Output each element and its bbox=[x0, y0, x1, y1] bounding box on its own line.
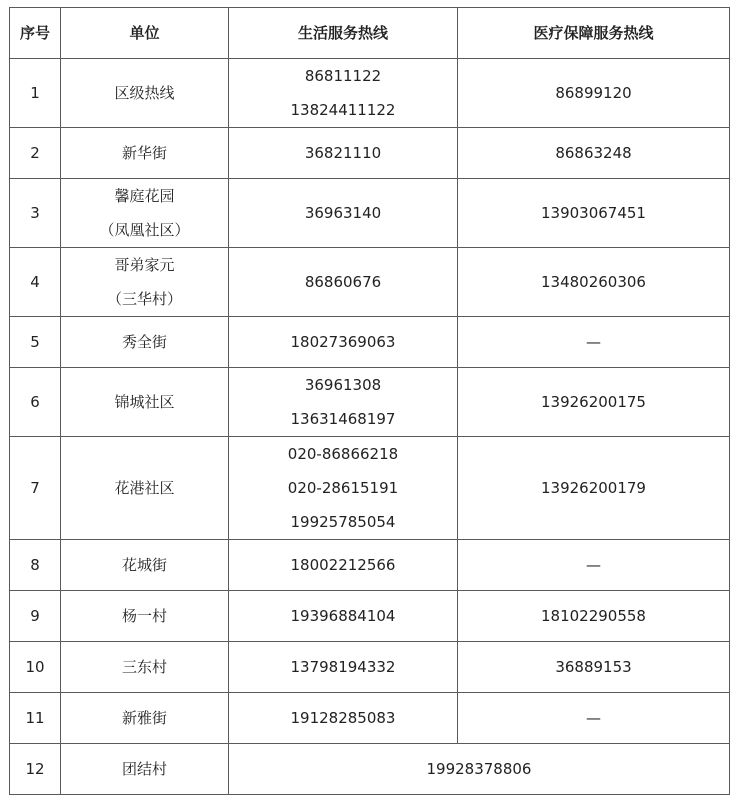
cell-life-hotline-line: 13824411122 bbox=[290, 101, 396, 119]
table-row bbox=[10, 59, 730, 128]
cell-unit-line: 团结村 bbox=[121, 760, 167, 778]
table-row bbox=[10, 591, 730, 642]
table-body bbox=[10, 59, 730, 795]
cell-life-hotline-line: 36961308 bbox=[304, 376, 382, 394]
table-row bbox=[10, 368, 730, 437]
cell-medical-hotline bbox=[458, 437, 730, 540]
cell-medical-hotline bbox=[458, 540, 730, 591]
header-unit: 单位 bbox=[61, 8, 229, 59]
cell-unit-line: 三东村 bbox=[121, 658, 167, 676]
cell-no: 2 bbox=[10, 128, 61, 179]
cell-unit-line: 区级热线 bbox=[114, 84, 175, 102]
cell-medical-hotline bbox=[458, 591, 730, 642]
cell-medical-hotline-line: — bbox=[586, 556, 601, 574]
cell-unit-line: 哥弟家元 bbox=[114, 256, 175, 274]
cell-life-hotline bbox=[229, 59, 458, 128]
cell-no: 6 bbox=[10, 368, 61, 437]
cell-medical-hotline bbox=[458, 693, 730, 744]
cell-unit bbox=[61, 128, 229, 179]
cell-unit bbox=[61, 642, 229, 693]
cell-medical-hotline-line: 18102290558 bbox=[541, 607, 646, 625]
header-row bbox=[10, 8, 730, 59]
cell-life-hotline-line: 36963140 bbox=[304, 204, 382, 222]
cell-life-hotline bbox=[229, 693, 458, 744]
cell-life-hotline bbox=[229, 591, 458, 642]
table-row bbox=[10, 317, 730, 368]
cell-medical-hotline bbox=[458, 59, 730, 128]
cell-medical-hotline-line: 36889153 bbox=[555, 658, 632, 676]
table-row bbox=[10, 248, 730, 317]
cell-no: 4 bbox=[10, 248, 61, 317]
cell-medical-hotline-line: 13926200175 bbox=[541, 393, 646, 411]
cell-life-hotline-line: 020-86866218 bbox=[287, 445, 399, 463]
cell-medical-hotline-line: 86863248 bbox=[555, 144, 632, 162]
cell-medical-hotline-line: 13480260306 bbox=[541, 273, 646, 291]
cell-unit bbox=[61, 591, 229, 642]
cell-no: 1 bbox=[10, 59, 61, 128]
header-medical-hotline: 医疗保障服务热线 bbox=[458, 8, 730, 59]
cell-unit bbox=[61, 59, 229, 128]
cell-life-hotline-line: 020-28615191 bbox=[287, 479, 399, 497]
cell-unit-line: （凤凰社区） bbox=[99, 221, 190, 239]
cell-unit bbox=[61, 248, 229, 317]
cell-unit bbox=[61, 317, 229, 368]
cell-unit-line: 花城街 bbox=[121, 556, 167, 574]
cell-unit-line: 花港社区 bbox=[114, 479, 175, 497]
table-row bbox=[10, 179, 730, 248]
cell-life-hotline bbox=[229, 437, 458, 540]
cell-medical-hotline bbox=[458, 248, 730, 317]
cell-unit-line: 秀全街 bbox=[121, 333, 167, 351]
cell-medical-hotline-line: — bbox=[586, 709, 601, 727]
cell-life-hotline-line: 36821110 bbox=[304, 144, 382, 162]
cell-no: 3 bbox=[10, 179, 61, 248]
header-no: 序号 bbox=[10, 8, 61, 59]
cell-life-hotline bbox=[229, 248, 458, 317]
cell-unit-line: 新华街 bbox=[121, 144, 167, 162]
cell-medical-hotline bbox=[458, 642, 730, 693]
cell-unit bbox=[61, 744, 229, 795]
cell-merged-hotline: 19928378806 bbox=[229, 744, 730, 795]
cell-no: 9 bbox=[10, 591, 61, 642]
cell-no: 12 bbox=[10, 744, 61, 795]
cell-medical-hotline-line: 13926200179 bbox=[541, 479, 646, 497]
table-row bbox=[10, 693, 730, 744]
cell-life-hotline-line: 18002212566 bbox=[290, 556, 396, 574]
cell-no: 11 bbox=[10, 693, 61, 744]
table-row bbox=[10, 744, 730, 795]
cell-life-hotline-line: 19128285083 bbox=[290, 709, 396, 727]
cell-medical-hotline bbox=[458, 179, 730, 248]
cell-medical-hotline bbox=[458, 368, 730, 437]
cell-life-hotline-line: 86811122 bbox=[304, 67, 382, 85]
cell-unit bbox=[61, 368, 229, 437]
cell-medical-hotline-line: 13903067451 bbox=[541, 204, 646, 222]
cell-life-hotline-line: 19396884104 bbox=[290, 607, 396, 625]
cell-life-hotline-line: 86860676 bbox=[304, 273, 382, 291]
cell-medical-hotline-line: — bbox=[586, 333, 601, 351]
cell-life-hotline-line: 19925785054 bbox=[290, 513, 396, 531]
cell-unit bbox=[61, 693, 229, 744]
cell-unit-line: 馨庭花园 bbox=[114, 187, 175, 205]
cell-life-hotline bbox=[229, 368, 458, 437]
cell-life-hotline bbox=[229, 642, 458, 693]
cell-unit bbox=[61, 437, 229, 540]
cell-unit bbox=[61, 540, 229, 591]
cell-no: 8 bbox=[10, 540, 61, 591]
table-row bbox=[10, 128, 730, 179]
cell-life-hotline bbox=[229, 179, 458, 248]
cell-unit-line: 锦城社区 bbox=[114, 393, 175, 411]
hotline-table bbox=[9, 7, 730, 795]
table-row bbox=[10, 642, 730, 693]
cell-medical-hotline bbox=[458, 317, 730, 368]
cell-unit-line: （三华村） bbox=[106, 290, 182, 308]
cell-life-hotline bbox=[229, 317, 458, 368]
cell-life-hotline bbox=[229, 128, 458, 179]
cell-unit bbox=[61, 179, 229, 248]
cell-no: 5 bbox=[10, 317, 61, 368]
cell-unit-line: 杨一村 bbox=[121, 607, 167, 625]
cell-no: 7 bbox=[10, 437, 61, 540]
header-life-hotline: 生活服务热线 bbox=[229, 8, 458, 59]
cell-medical-hotline bbox=[458, 128, 730, 179]
cell-life-hotline-line: 13631468197 bbox=[290, 410, 396, 428]
cell-unit-line: 新雅街 bbox=[121, 709, 167, 727]
cell-no: 10 bbox=[10, 642, 61, 693]
table-row bbox=[10, 437, 730, 540]
table-row bbox=[10, 540, 730, 591]
cell-medical-hotline-line: 86899120 bbox=[555, 84, 632, 102]
cell-life-hotline-line: 13798194332 bbox=[290, 658, 396, 676]
cell-life-hotline bbox=[229, 540, 458, 591]
table-header bbox=[10, 8, 730, 59]
cell-life-hotline-line: 18027369063 bbox=[290, 333, 396, 351]
